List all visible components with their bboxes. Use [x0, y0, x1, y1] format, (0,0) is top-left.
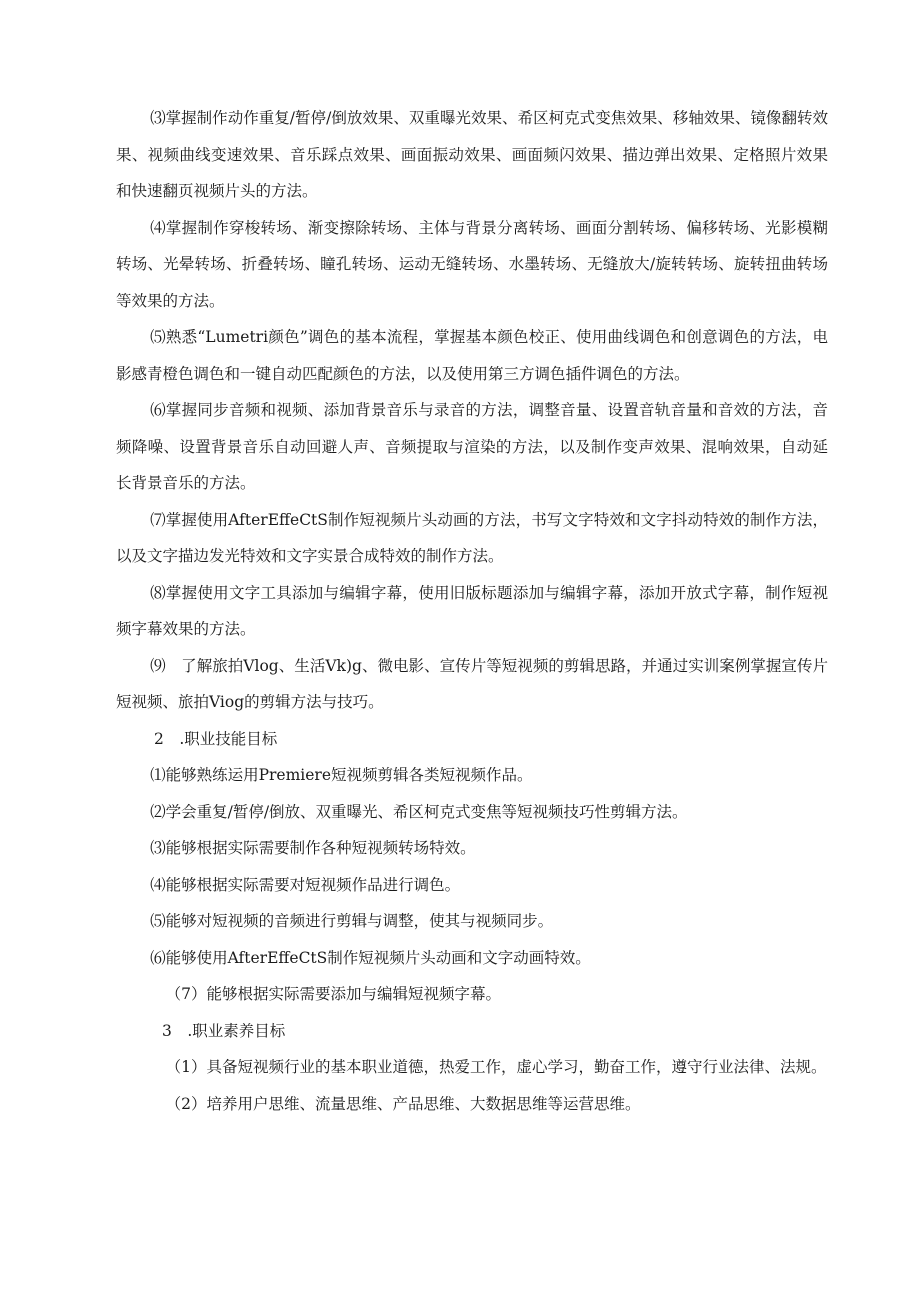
document-body	[116, 100, 828, 1122]
objective-4-paragraph: ⑷掌握制作穿梭转场、渐变擦除转场、主体与背景分离转场、画面分割转场、偏移转场、光影模糊转场、光晕转场、折叠转场、瞳孔转场、运动无缝转场、水墨转场、无缝放大/旋转转场、旋转扭曲转场等效果的方法。	[116, 218, 828, 310]
skill-item: ⑹能够使用AfterEffeCtS制作短视频片头动画和文字动画特效。	[150, 948, 591, 967]
skill-item: ⑸能够对短视频的音频进行剪辑与调整，使其与视频同步。	[150, 912, 554, 930]
skill-item: ⑷能够根据实际需要对短视频作品进行调色。	[150, 875, 461, 894]
literacy-item: （2）培养用户思维、流量思维、产品思维、大数据思维等运营思维。	[165, 1094, 641, 1113]
skill-item: ⑴能够熟练运用Premiere短视频剪辑各类短视频作品。	[150, 766, 533, 784]
section-heading-literacy: 3 .职业素养目标	[162, 1021, 286, 1040]
skill-item: ⑵学会重复/暂停/倒放、双重曝光、希区柯克式变焦等短视频技巧性剪辑方法。	[150, 802, 688, 821]
objective-7-paragraph: ⑺掌握使用AfterEffeCtS制作短视频片头动画的方法，书写文字特效和文字抖动特效的制作方法，以及文字描边发光特效和文字实景合成特效的制作方法。	[116, 510, 828, 565]
skill-item: （7）能够根据实际需要添加与编辑短视频字幕。	[165, 985, 501, 1003]
objective-9-paragraph: ⑼ 了解旅拍Vlog、生活Vk)g、微电影、宣传片等短视频的剪辑思路，并通过实训案例掌握宣传片短视频、旅拍Viog的剪辑方法与技巧。	[116, 656, 828, 711]
objective-5-paragraph: ⑸熟悉“Lumetri颜色”调色的基本流程，掌握基本颜色校正、使用曲线调色和创意调色的方法，电影感青橙色调色和一键自动匹配颜色的方法，以及使用第三方调色插件调色的方法。	[116, 328, 828, 383]
section-heading-skills: 2 .职业技能目标	[154, 729, 278, 748]
objective-3-paragraph: ⑶掌握制作动作重复/暂停/倒放效果、双重曝光效果、希区柯克式变焦效果、移轴效果、镜像翻转效果、视频曲线变速效果、音乐踩点效果、画面振动效果、画面频闪效果、描边弹出效果、定格照片效果和快速翻页视频片头的方法。	[116, 109, 828, 200]
objective-6-paragraph: ⑹掌握同步音频和视频、添加背景音乐与录音的方法，调整音量、设置音轨音量和音效的方法，音频降噪、设置背景音乐自动回避人声、音频提取与渲染的方法，以及制作变声效果、混响效果，自动延长背景音乐的方法。	[116, 401, 828, 492]
literacy-item: （1）具备短视频行业的基本职业道德，热爱工作，虚心学习，勤奋工作，遵守行业法律、法规。	[165, 1058, 827, 1076]
skill-item: ⑶能够根据实际需要制作各种短视频转场特效。	[150, 839, 476, 857]
objective-8-paragraph: ⑻掌握使用文字工具添加与编辑字幕，使用旧版标题添加与编辑字幕，添加开放式字幕，制作短视频字幕效果的方法。	[116, 583, 828, 638]
